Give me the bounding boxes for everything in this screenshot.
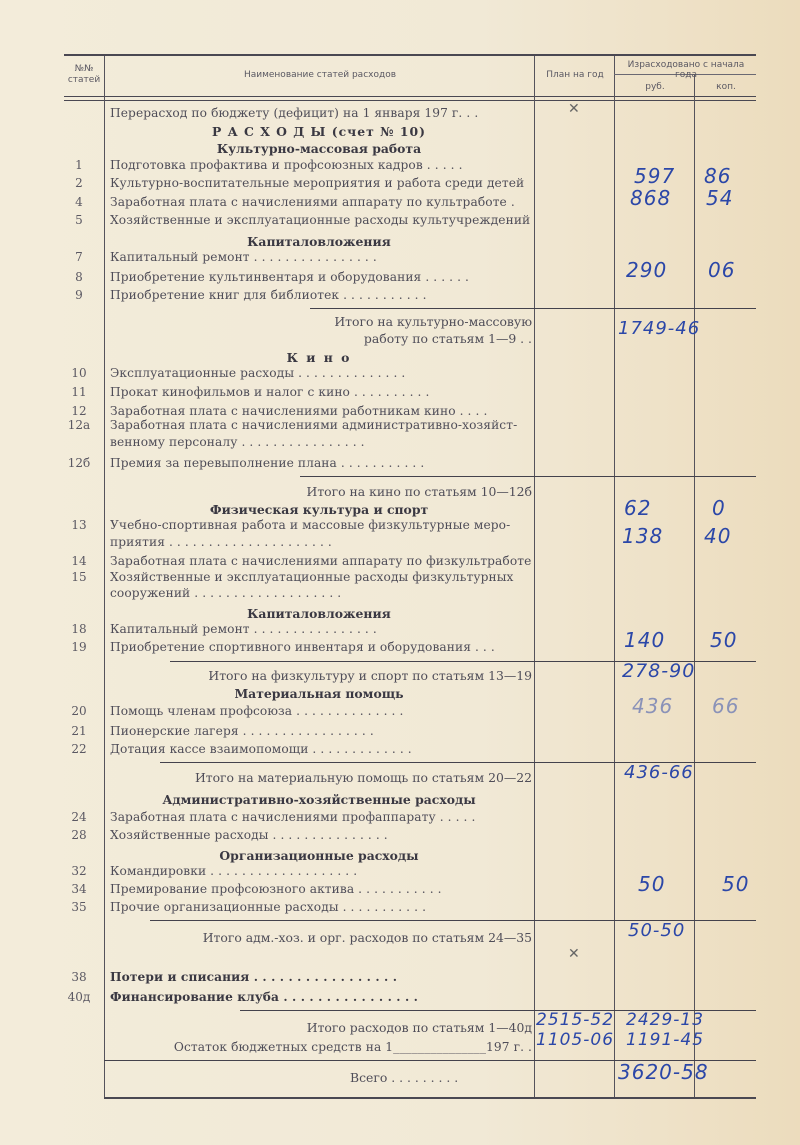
row-2: Культурно-воспитательные мероприятия и работа среди детей: [110, 176, 525, 190]
expenses-title: Р А С Х О Д Ы (счет № 10): [211, 124, 427, 139]
hw-grand-total: 3620-58: [618, 1060, 709, 1084]
hw-total-admin: 50-50: [628, 920, 686, 941]
row-number: 1: [75, 158, 83, 172]
row-7: Капитальный ремонт . . . . . . . . . . . . . . . .: [110, 250, 377, 264]
hw-total-aid: 436-66: [624, 762, 694, 783]
cinema-title: К и н о: [286, 350, 352, 365]
row-8: Приобретение культинвентаря и оборудования . . . . . .: [110, 270, 470, 284]
total-aid: Итого на материальную помощь по статьям 20—22: [194, 770, 532, 785]
row-number: 12а: [67, 418, 91, 432]
row-12: Заработная плата с начислениями работникам кино . . . .: [110, 404, 488, 418]
header-num: №№ статей: [67, 64, 101, 85]
row-number: 15: [71, 570, 87, 584]
top-rule: [64, 54, 756, 56]
row-number: 34: [71, 882, 87, 896]
row-28: Хозяйственные расходы . . . . . . . . . . . . . . .: [110, 828, 388, 842]
row-34: Премирование профсоюзного актива . . . . . . . . . . .: [110, 882, 442, 896]
row-deficit: Перерасход по бюджету (дефицит) на 1 января 197 г. . .: [110, 106, 479, 120]
total-cinema: Итого на кино по статьям 10—12б: [306, 484, 532, 499]
header-bottom-rule-2: [64, 100, 756, 101]
row-12a-1: Заработная плата с начислениями административно-хозяйст-: [110, 418, 518, 432]
header-bottom-rule: [64, 96, 756, 97]
row-number: 13: [71, 518, 87, 532]
bottom-rule: [104, 1097, 756, 1099]
divider-plan: [614, 56, 615, 1098]
row-number: 28: [71, 828, 87, 842]
hw-r20-rub: 436: [632, 694, 674, 718]
row-20: Помощь членам профсоюза . . . . . . . . . . . . . .: [110, 704, 404, 718]
row-number: 24: [71, 810, 87, 824]
hw-r4-rub: 868: [630, 186, 672, 210]
row-number: 12: [71, 404, 87, 418]
total-rule: [310, 308, 756, 309]
hw-r34-kop: 50: [722, 872, 750, 896]
row-number: 20: [71, 704, 87, 718]
row-4: Заработная плата с начислениями аппарату по культработе .: [110, 195, 515, 209]
row-number: 9: [75, 288, 83, 302]
total-admin: Итого адм.-хоз. и орг. расходов по статьям 24—35: [202, 930, 532, 945]
row-15-2: сооружений . . . . . . . . . . . . . . . . . . .: [110, 586, 342, 600]
row-32: Командировки . . . . . . . . . . . . . . . . . . .: [110, 864, 358, 878]
row-number: 8: [75, 270, 83, 284]
header-rub: руб.: [645, 82, 665, 92]
hw-r2-kop: 86: [704, 164, 732, 188]
row-number: 19: [71, 640, 87, 654]
hw-r34-rub: 50: [638, 872, 666, 896]
divider-name: [534, 56, 535, 1098]
hw-r4-kop: 54: [706, 186, 734, 210]
header-plan: План на год: [546, 70, 604, 80]
capital-title-1: Капиталовложения: [247, 234, 391, 249]
hw-total-sport: 278-90: [622, 660, 696, 682]
hw-r2-rub: 597: [634, 164, 676, 188]
row-number: 22: [71, 742, 87, 756]
hw-r19-rub: 140: [624, 628, 666, 652]
row-number: 35: [71, 900, 87, 914]
row-number: 11: [71, 385, 87, 399]
row-number: 21: [71, 724, 87, 738]
row-14: Заработная плата с начислениями аппарату по физкультработе: [110, 554, 532, 568]
row-number: 32: [71, 864, 87, 878]
cross-mark: ✕: [568, 946, 580, 962]
row-18: Капитальный ремонт . . . . . . . . . . . . . . . .: [110, 622, 377, 636]
hw-r8-rub: 290: [626, 258, 668, 282]
hw-r8-kop: 06: [708, 258, 736, 282]
row-number: 38: [71, 970, 87, 984]
row-13-1: Учебно-спортивная работа и массовые физкультурные меро-: [110, 518, 511, 532]
total-rule: [300, 476, 756, 477]
row-10: Эксплуатационные расходы . . . . . . . . . . . . . .: [110, 366, 406, 380]
row-12a-2: венному персоналу . . . . . . . . . . . . . . . .: [110, 435, 365, 449]
hw-r13-kop: 40: [704, 524, 732, 548]
row-15-1: Хозяйственные и эксплуатационные расходы физкультурных: [110, 570, 514, 584]
row-number: 18: [71, 622, 87, 636]
hw-plan-balance: 1105-06: [536, 1030, 615, 1050]
row-9: Приобретение книг для библиотек . . . . . . . . . . .: [110, 288, 427, 302]
row-24: Заработная плата с начислениями профаппарату . . . . .: [110, 810, 476, 824]
admin-title: Административно-хозяйственные расходы: [162, 792, 476, 807]
row-35: Прочие организационные расходы . . . . . . . . . . .: [110, 900, 427, 914]
row-22: Дотация кассе взаимопомощи . . . . . . . . . . . . .: [110, 742, 412, 756]
row-number: 4: [75, 195, 83, 209]
row-number: 12б: [67, 456, 91, 470]
total-cultural-2: работу по статьям 1—9 . .: [363, 331, 532, 346]
divider-rub: [694, 74, 695, 1098]
hw-total-cultural: 1749-46: [618, 318, 701, 339]
header-name: Наименование статей расходов: [243, 70, 397, 80]
divider-num: [104, 56, 105, 1098]
org-title: Организационные расходы: [219, 848, 419, 863]
row-number: 5: [75, 213, 83, 227]
hw-spent-total: 2429-13: [626, 1010, 705, 1030]
row-number: 14: [71, 554, 87, 568]
total-sport: Итого на физкультуру и спорт по статьям 13—19: [208, 668, 532, 683]
hw-sport-top-rub: 62: [624, 496, 652, 520]
row-balance: Остаток бюджетных средств на 1_______________197 г. .: [173, 1040, 532, 1054]
row-number: 10: [71, 366, 87, 380]
hw-spent-balance: 1191-45: [626, 1030, 705, 1050]
total-cultural-1: Итого на культурно-массовую: [334, 314, 532, 329]
row-number: 2: [75, 176, 83, 190]
grand-total: Всего . . . . . . . . .: [350, 1070, 459, 1085]
hw-r19-kop: 50: [710, 628, 738, 652]
sport-title: Физическая культура и спорт: [209, 502, 429, 517]
cultural-title: Культурно-массовая работа: [216, 141, 422, 156]
header-kop: коп.: [716, 82, 736, 92]
row-13-2: приятия . . . . . . . . . . . . . . . . . . . . .: [110, 535, 332, 549]
row-number: 40д: [67, 990, 91, 1004]
hw-plan-total: 2515-52: [536, 1010, 615, 1030]
total-expenses: Итого расходов по статьям 1—40д: [306, 1020, 532, 1035]
row-1: Подготовка профактива и профсоюзных кадров . . . . .: [110, 158, 463, 172]
header-accrued: Израсходовано с начала года: [627, 60, 745, 80]
row-12b: Премия за перевыполнение плана . . . . . . . . . . .: [110, 456, 425, 470]
row-number: 7: [75, 250, 83, 264]
row-11: Прокат кинофильмов и налог с кино . . . . . . . . . .: [110, 385, 430, 399]
row-19: Приобретение спортивного инвентаря и оборудования . . .: [110, 640, 495, 654]
row-38: Потери и списания . . . . . . . . . . . . . . . . .: [110, 970, 398, 984]
row-21: Пионерские лагеря . . . . . . . . . . . . . . . . .: [110, 724, 374, 738]
row-5: Хозяйственные и эксплуатационные расходы культучреждений: [110, 213, 531, 227]
hw-r13-rub: 138: [622, 524, 664, 548]
aid-title: Материальная помощь: [234, 686, 404, 701]
row-40d: Финансирование клуба . . . . . . . . . . . . . . . .: [110, 990, 418, 1004]
cross-mark: ✕: [568, 101, 580, 117]
hw-sport-top-kop: 0: [712, 496, 726, 520]
hw-r20-kop: 66: [712, 694, 740, 718]
capital-title-2: Капиталовложения: [247, 606, 391, 621]
